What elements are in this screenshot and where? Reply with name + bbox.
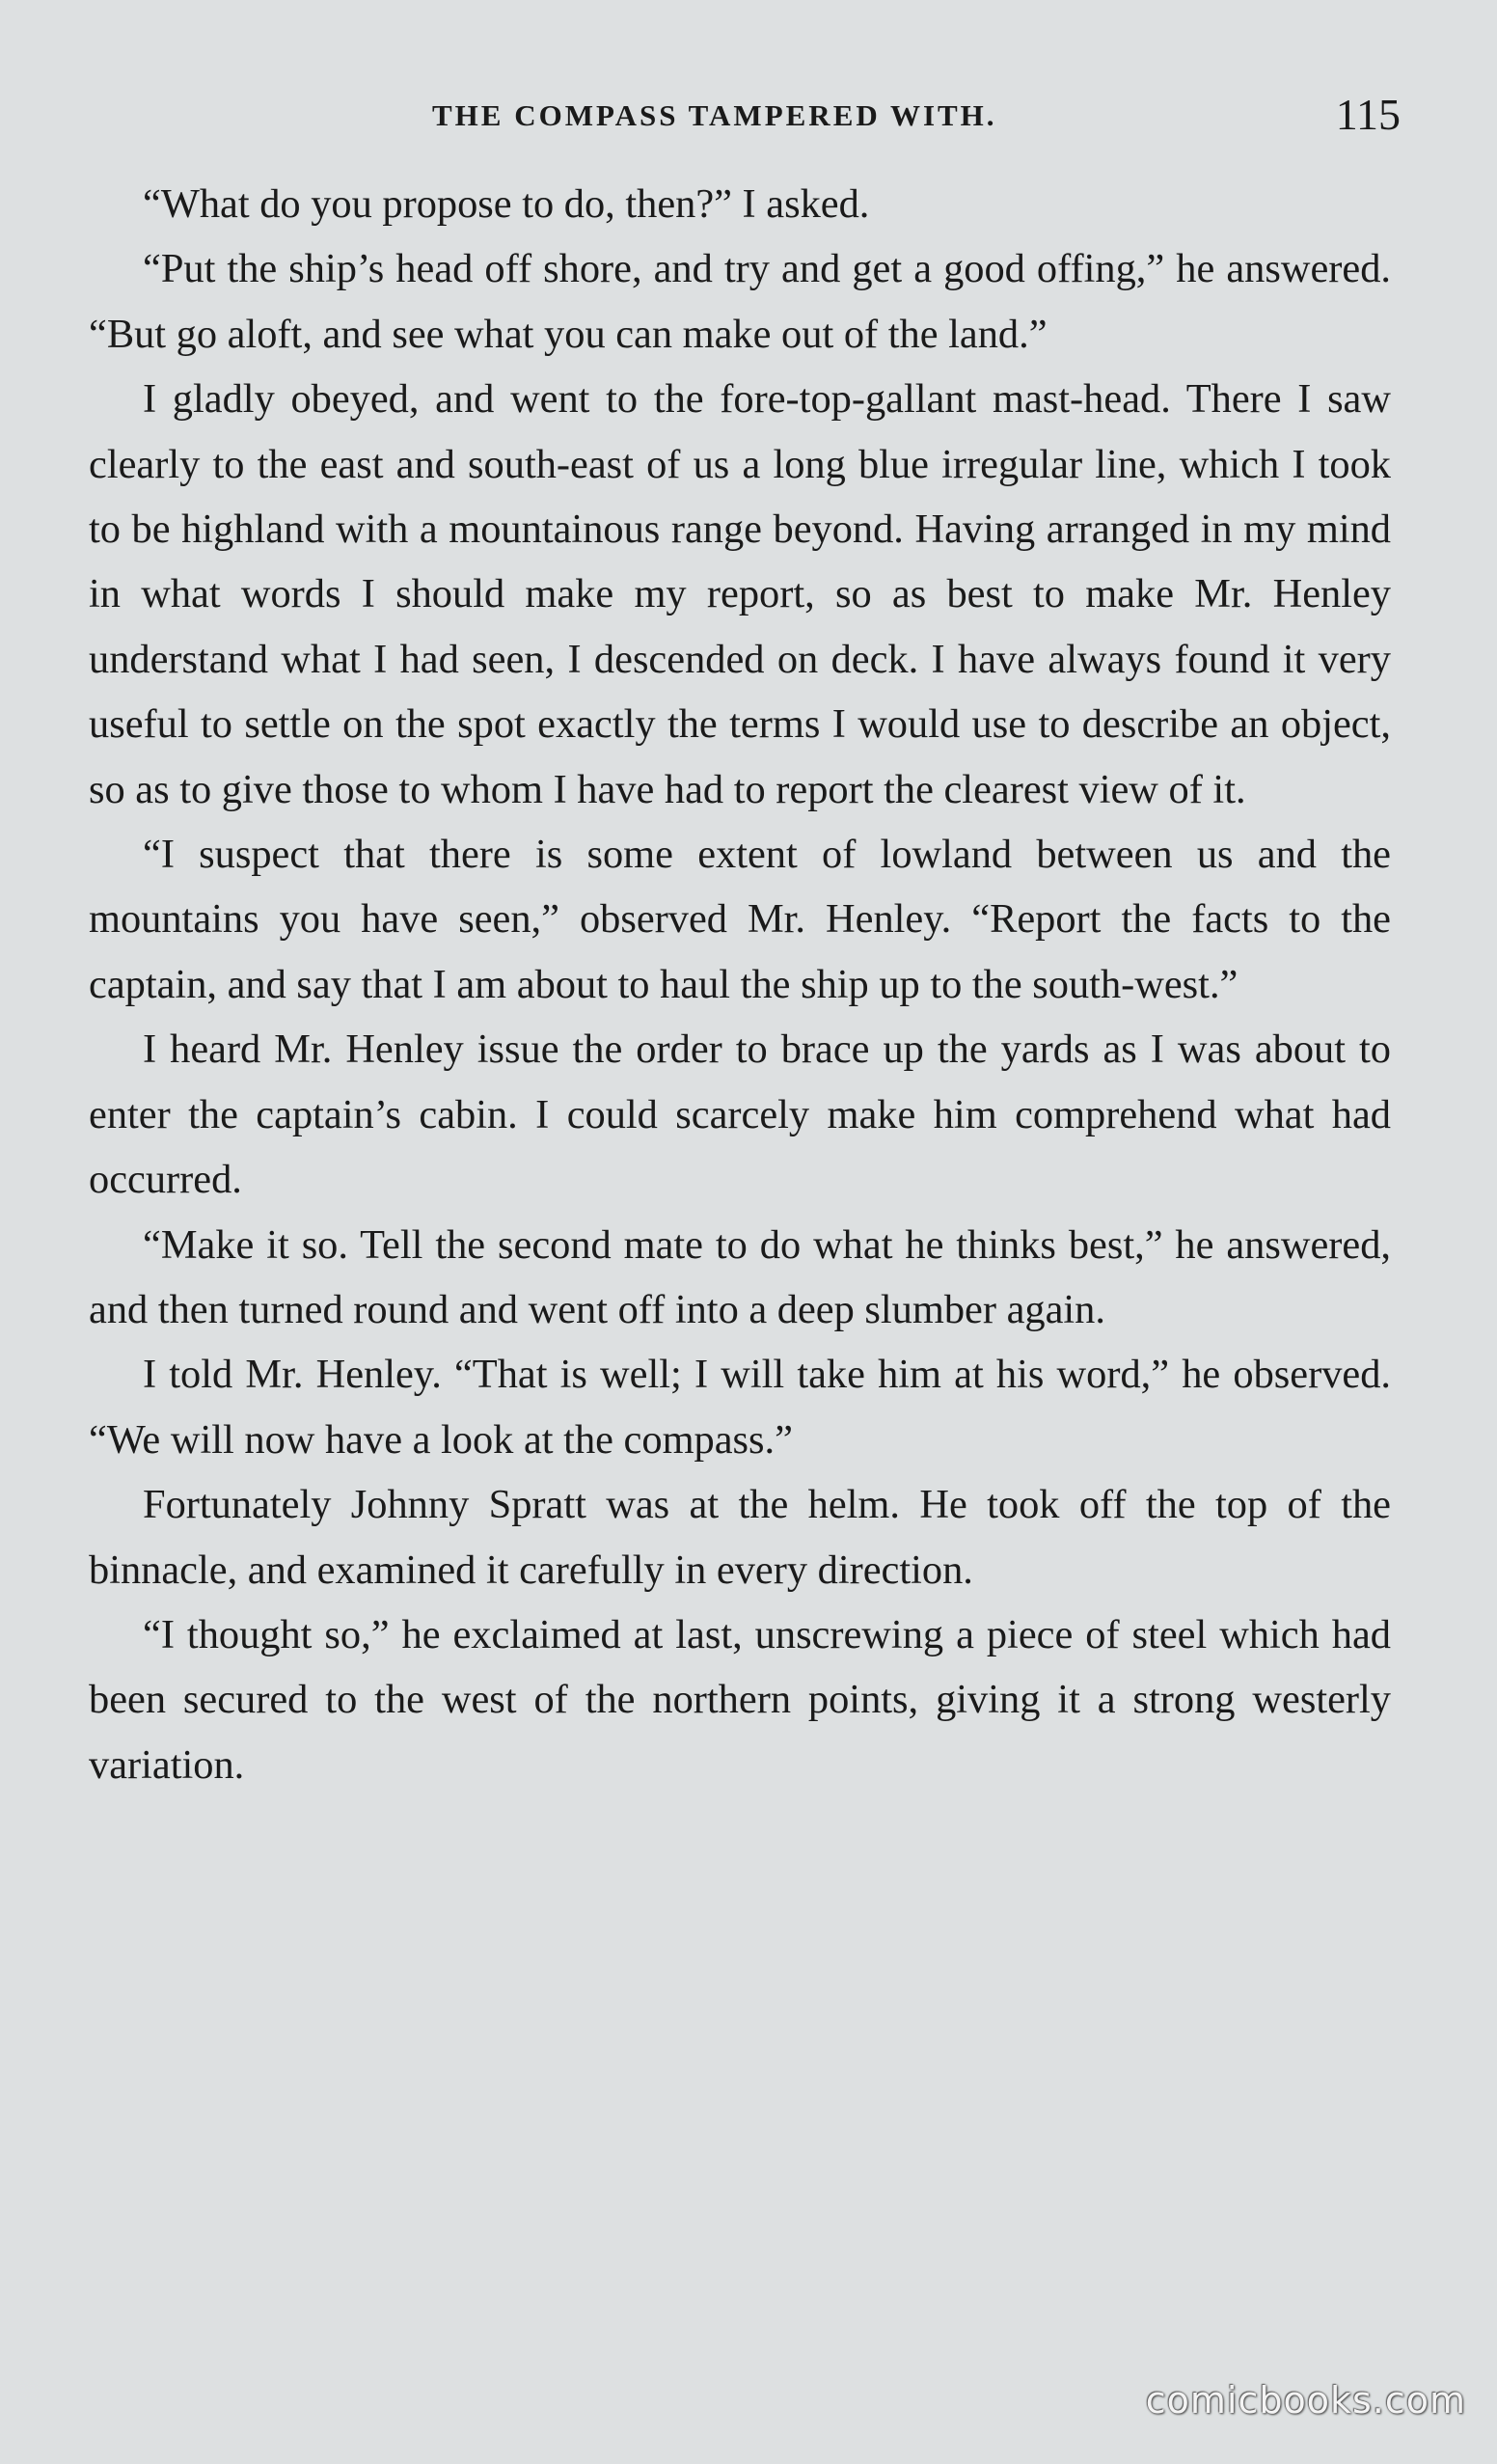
page-number: 115 bbox=[1335, 90, 1401, 139]
body-text bbox=[89, 172, 1391, 1797]
paragraph: “I suspect that there is some extent of lowland between us and the mountains you have seen,” observed Mr. Henley. “Report the facts to the captain, and say that I am about to haul the ship up to the south-west.” bbox=[89, 832, 1391, 1007]
paragraph: “Make it so. Tell the second mate to do what he thinks best,” he answered, and then turned round and went off into a deep slumber again. bbox=[89, 1221, 1391, 1332]
paragraph: I gladly obeyed, and went to the fore-top-gallant mast-head. There I saw clearly to the east and south-east of us a long blue irregular line, which I took to be highland with a mountainous range beyond. Having arranged in my mind in what words I should make my report, so as best to make Mr. Henley understand what I had seen, I descended on deck. I have always found it very useful to settle on the spot exactly the terms I would use to describe an object, so as to give those to whom I have had to report the clearest view of it. bbox=[89, 376, 1391, 812]
running-head bbox=[89, 89, 1401, 147]
paragraph: “What do you propose to do, then?” I asked. bbox=[143, 181, 870, 227]
running-title: THE COMPASS TAMPERED WITH. bbox=[432, 98, 997, 132]
watermark: comicbooks.com bbox=[1145, 2379, 1466, 2422]
paragraph: “Put the ship’s head off shore, and try and get a good offing,” he answered. “But go aloft, and see what you can make out of the land.” bbox=[89, 246, 1391, 357]
paragraph: I told Mr. Henley. “That is well; I will take him at his word,” he observed. “We will now have a look at the compass.” bbox=[89, 1352, 1391, 1463]
paragraph: “I thought so,” he exclaimed at last, unscrewing a piece of steel which had been secured to the west of the northern points, giving it a strong westerly variation. bbox=[89, 1611, 1391, 1788]
paragraph: Fortunately Johnny Spratt was at the helm. He took off the top of the binnacle, and examined it carefully in every direction. bbox=[89, 1482, 1391, 1593]
paragraph: I heard Mr. Henley issue the order to brace up the yards as I was about to enter the captain’s cabin. I could scarcely make him comprehend what had occurred. bbox=[89, 1027, 1391, 1203]
